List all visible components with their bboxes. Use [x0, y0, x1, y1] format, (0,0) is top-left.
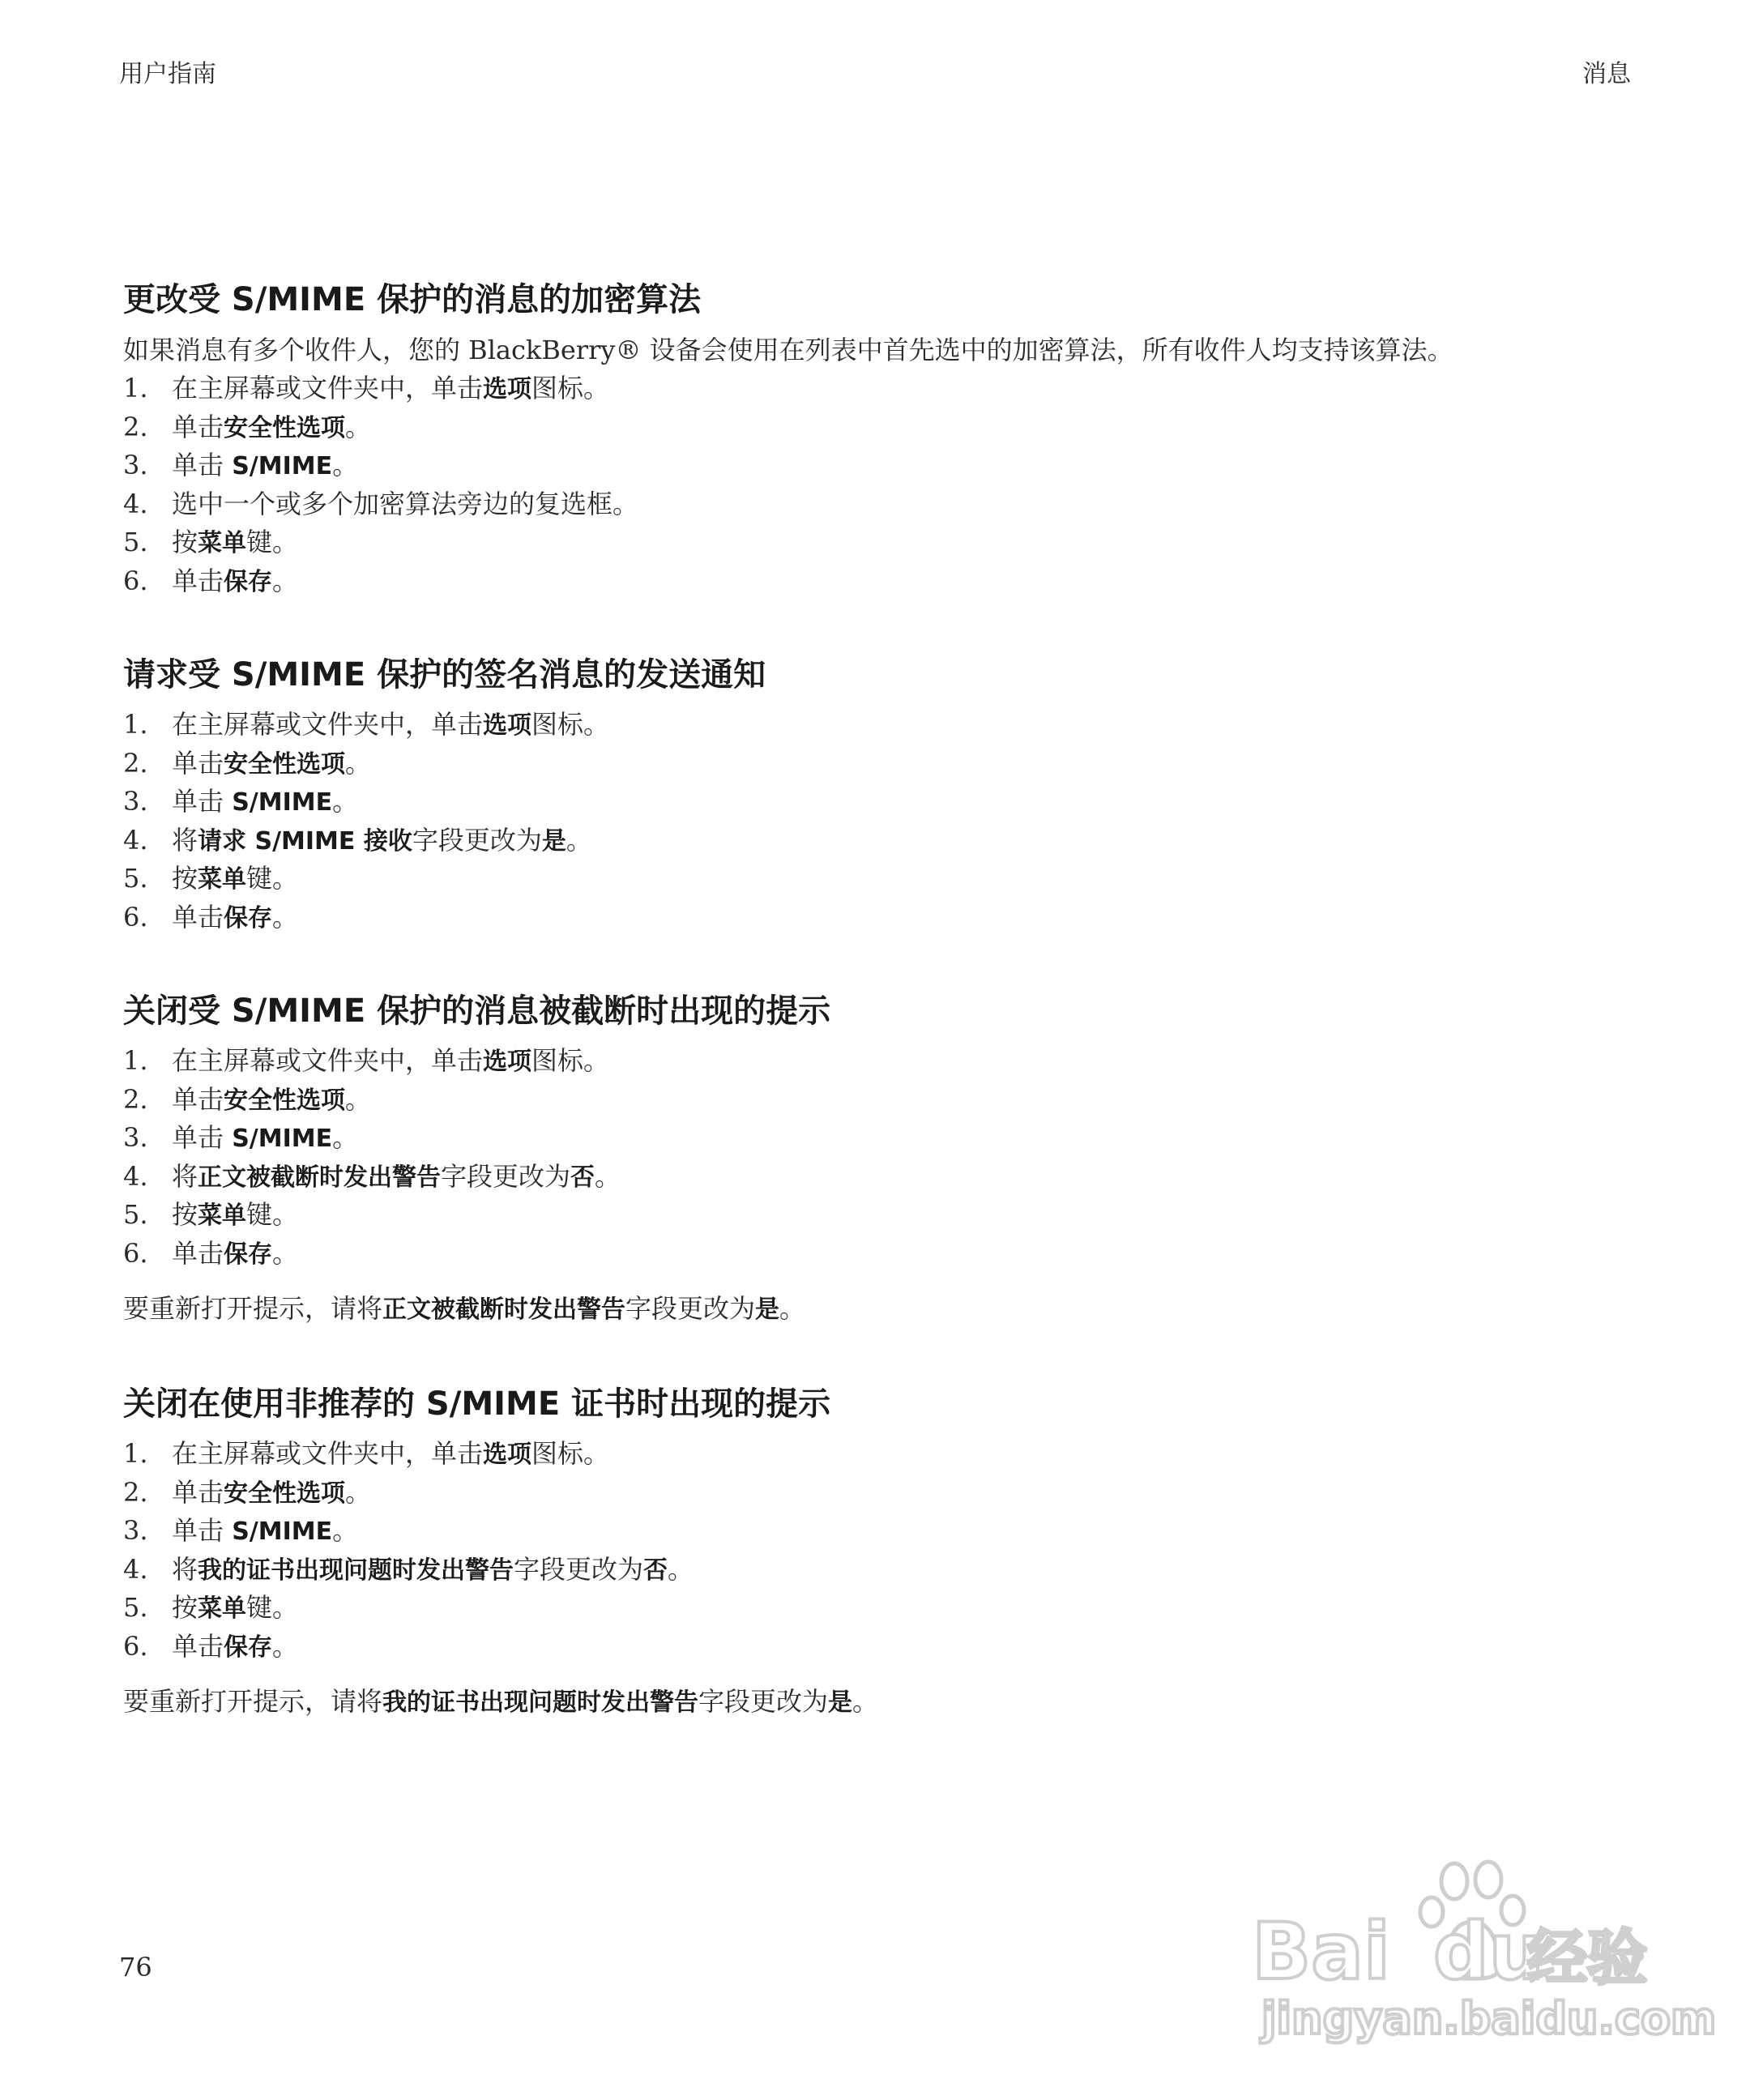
section-disable-certificate-prompt: [123, 1380, 1638, 1722]
section-heading: 关闭在使用非推荐的 S/MIME 证书时出现的提示: [123, 1385, 831, 1423]
step-ui-term: 选项: [483, 711, 532, 740]
step-text: 在主屏幕或文件夹中，单击: [172, 1438, 484, 1469]
step-text: 单击: [172, 450, 233, 480]
step-number: 6.: [123, 1237, 148, 1269]
section-note: [123, 1289, 1638, 1330]
step-item: [123, 1435, 1638, 1474]
step-text: 在主屏幕或文件夹中，单击: [172, 709, 484, 740]
step-ui-term: S/MIME: [232, 1517, 333, 1546]
step-ui-term: 保存: [224, 1240, 273, 1269]
step-item: [123, 446, 1638, 485]
step-item: [123, 1196, 1638, 1235]
step-text: 。: [272, 1237, 299, 1269]
step-ui-value: 是: [541, 826, 566, 856]
step-ui-term: 正文被截断时发出警告: [198, 1163, 442, 1192]
section-heading: 更改受 S/MIME 保护的消息的加密算法: [123, 281, 702, 318]
step-text: 在主屏幕或文件夹中，单击: [172, 1045, 484, 1076]
step-item: [123, 562, 1638, 601]
step-number: 6.: [123, 1630, 148, 1662]
step-number: 6.: [123, 901, 148, 933]
section-disable-truncation-prompt: [123, 987, 1638, 1330]
step-item: [123, 523, 1638, 562]
step-text: 在主屏幕或文件夹中，单击: [172, 373, 484, 403]
step-text: 单击: [172, 1630, 224, 1662]
step-number: 3.: [123, 786, 148, 817]
step-ui-term: 菜单: [198, 1202, 247, 1230]
step-item: [123, 1158, 1638, 1197]
step-number: 5.: [123, 527, 148, 557]
step-text: 单击: [172, 901, 224, 933]
step-list: [123, 369, 1638, 600]
step-ui-term: 请求 S/MIME 接收: [198, 826, 412, 856]
step-item: [123, 860, 1638, 898]
watermark-cn: 经验: [1527, 1923, 1647, 1993]
step-ui-value: 否: [570, 1163, 595, 1192]
step-text: 。: [566, 824, 592, 856]
step-text: 。: [272, 565, 299, 596]
step-text: 将: [172, 824, 198, 856]
step-list: [123, 706, 1638, 937]
step-item: [123, 1474, 1638, 1513]
step-number: 4.: [123, 824, 148, 856]
step-number: 3.: [123, 1122, 148, 1153]
step-text: 单击: [172, 786, 233, 817]
step-ui-term: S/MIME: [232, 1125, 333, 1153]
step-text: 单击: [172, 565, 224, 596]
step-number: 4.: [123, 488, 148, 519]
step-list: [123, 1042, 1638, 1273]
step-number: 4.: [123, 1160, 148, 1192]
note-ui-value: 是: [828, 1688, 853, 1717]
watermark-brand: Bai: [1252, 1906, 1390, 1997]
note-ui-term: 正文被截断时发出警告: [382, 1295, 626, 1324]
watermark-brand-tail: du: [1433, 1906, 1545, 1997]
step-text: 按: [172, 863, 198, 894]
step-text: 按: [172, 1592, 198, 1623]
step-number: 3.: [123, 1515, 148, 1546]
step-ui-term: 选项: [483, 1048, 532, 1076]
step-text: 单击: [172, 1476, 224, 1508]
step-ui-term: 选项: [483, 1441, 532, 1469]
step-item: [123, 1512, 1638, 1551]
note-text: 要重新打开提示，请将: [123, 1293, 383, 1324]
step-item: [123, 408, 1638, 447]
step-text: 键。: [246, 1199, 299, 1230]
step-number: 2.: [123, 1476, 148, 1508]
step-text: 。: [332, 1515, 359, 1546]
note-text: 要重新打开提示，请将: [123, 1686, 383, 1717]
step-text: 。: [332, 450, 359, 480]
header-chapter-title: 消息: [1582, 60, 1631, 88]
step-text: 。: [332, 786, 359, 817]
step-text: 将: [172, 1160, 198, 1192]
step-text: 单击: [172, 747, 224, 779]
step-text: 图标。: [531, 1045, 610, 1076]
step-item: [123, 369, 1638, 408]
baidu-paw-logo-icon: [1252, 1841, 1717, 2051]
step-text: 。: [345, 1083, 372, 1115]
step-ui-term: 保存: [224, 1633, 273, 1662]
step-text: 按: [172, 1199, 198, 1230]
step-text: 图标。: [531, 1438, 610, 1469]
step-ui-term: 菜单: [198, 1594, 247, 1623]
step-text: 按: [172, 527, 198, 557]
step-item: [123, 1235, 1638, 1274]
step-text: 。: [272, 1630, 299, 1662]
step-number: 3.: [123, 450, 148, 480]
step-ui-term: 保存: [224, 903, 273, 933]
section-request-delivery-notification: [123, 651, 1638, 937]
step-ui-term: 安全性选项: [224, 1086, 346, 1115]
step-text: 。: [272, 901, 299, 933]
step-text: 单击: [172, 411, 224, 442]
step-text: 单击: [172, 1515, 233, 1546]
note-text: 字段更改为: [625, 1293, 756, 1324]
step-list: [123, 1435, 1638, 1666]
step-text: 字段更改为: [514, 1553, 644, 1585]
step-text: 。: [345, 1476, 372, 1508]
running-header: [119, 57, 1631, 92]
step-number: 1.: [123, 709, 148, 740]
note-text: 。: [779, 1293, 806, 1324]
step-text: 字段更改为: [412, 824, 542, 856]
baidu-jingyan-watermark: [1252, 1841, 1717, 2051]
step-text: 。: [345, 747, 372, 779]
step-text: 。: [668, 1553, 694, 1585]
step-number: 2.: [123, 747, 148, 779]
step-item: [123, 1628, 1638, 1667]
step-text: 键。: [246, 527, 299, 557]
step-number: 5.: [123, 863, 148, 894]
step-text: 。: [595, 1160, 621, 1192]
step-text: 。: [345, 411, 372, 442]
step-number: 2.: [123, 1083, 148, 1115]
note-ui-term: 我的证书出现问题时发出警告: [382, 1688, 699, 1717]
step-ui-term: 我的证书出现问题时发出警告: [198, 1556, 514, 1585]
step-text: 。: [332, 1122, 359, 1153]
section-intro: 如果消息有多个收件人，您的 BlackBerry® 设备会使用在列表中首先选中的加密算法，所有收件人均支持该算法。: [123, 335, 1453, 365]
step-ui-term: S/MIME: [232, 788, 333, 817]
step-item: [123, 1589, 1638, 1628]
section-heading: 关闭受 S/MIME 保护的消息被截断时出现的提示: [123, 992, 831, 1030]
step-item: [123, 706, 1638, 745]
page-number: 76: [119, 1952, 152, 1983]
step-text: 键。: [246, 863, 299, 894]
step-ui-term: 菜单: [198, 865, 247, 894]
section-note: [123, 1682, 1638, 1722]
step-text: 图标。: [531, 373, 610, 403]
watermark-url: jingyan.baidu.com: [1261, 1993, 1717, 2044]
step-text: 单击: [172, 1083, 224, 1115]
step-number: 1.: [123, 1045, 148, 1076]
step-text: 单击: [172, 1122, 233, 1153]
note-ui-value: 是: [755, 1295, 780, 1324]
section-heading: 请求受 S/MIME 保护的签名消息的发送通知: [123, 656, 766, 694]
step-text: 将: [172, 1553, 198, 1585]
step-number: 1.: [123, 1438, 148, 1469]
section-change-encryption-algorithm: [123, 275, 1638, 600]
step-item: [123, 485, 1638, 524]
step-ui-term: 选项: [483, 375, 532, 403]
step-text: 选中一个或多个加密算法旁边的复选框。: [172, 488, 639, 519]
step-item: [123, 1551, 1638, 1590]
step-number: 4.: [123, 1553, 148, 1585]
step-text: 单击: [172, 1237, 224, 1269]
step-number: 5.: [123, 1199, 148, 1230]
step-item: [123, 783, 1638, 822]
step-ui-term: 菜单: [198, 529, 247, 557]
step-text: 图标。: [531, 709, 610, 740]
step-number: 5.: [123, 1592, 148, 1623]
step-text: 字段更改为: [441, 1160, 571, 1192]
note-text: 字段更改为: [698, 1686, 829, 1717]
step-item: [123, 745, 1638, 783]
header-doc-title: 用户指南: [119, 60, 216, 88]
step-ui-term: 安全性选项: [224, 1479, 346, 1508]
step-item: [123, 1081, 1638, 1120]
step-number: 2.: [123, 411, 148, 442]
step-number: 1.: [123, 373, 148, 403]
page-content: [123, 275, 1638, 1722]
step-text: 键。: [246, 1592, 299, 1623]
step-ui-term: 保存: [224, 567, 273, 596]
step-ui-term: 安全性选项: [224, 413, 346, 442]
step-item: [123, 822, 1638, 860]
step-ui-term: 安全性选项: [224, 749, 346, 779]
step-ui-value: 否: [643, 1556, 668, 1585]
note-text: 。: [852, 1686, 879, 1717]
step-item: [123, 898, 1638, 937]
step-ui-term: S/MIME: [232, 452, 333, 480]
step-number: 6.: [123, 565, 148, 596]
step-item: [123, 1042, 1638, 1081]
step-item: [123, 1119, 1638, 1158]
